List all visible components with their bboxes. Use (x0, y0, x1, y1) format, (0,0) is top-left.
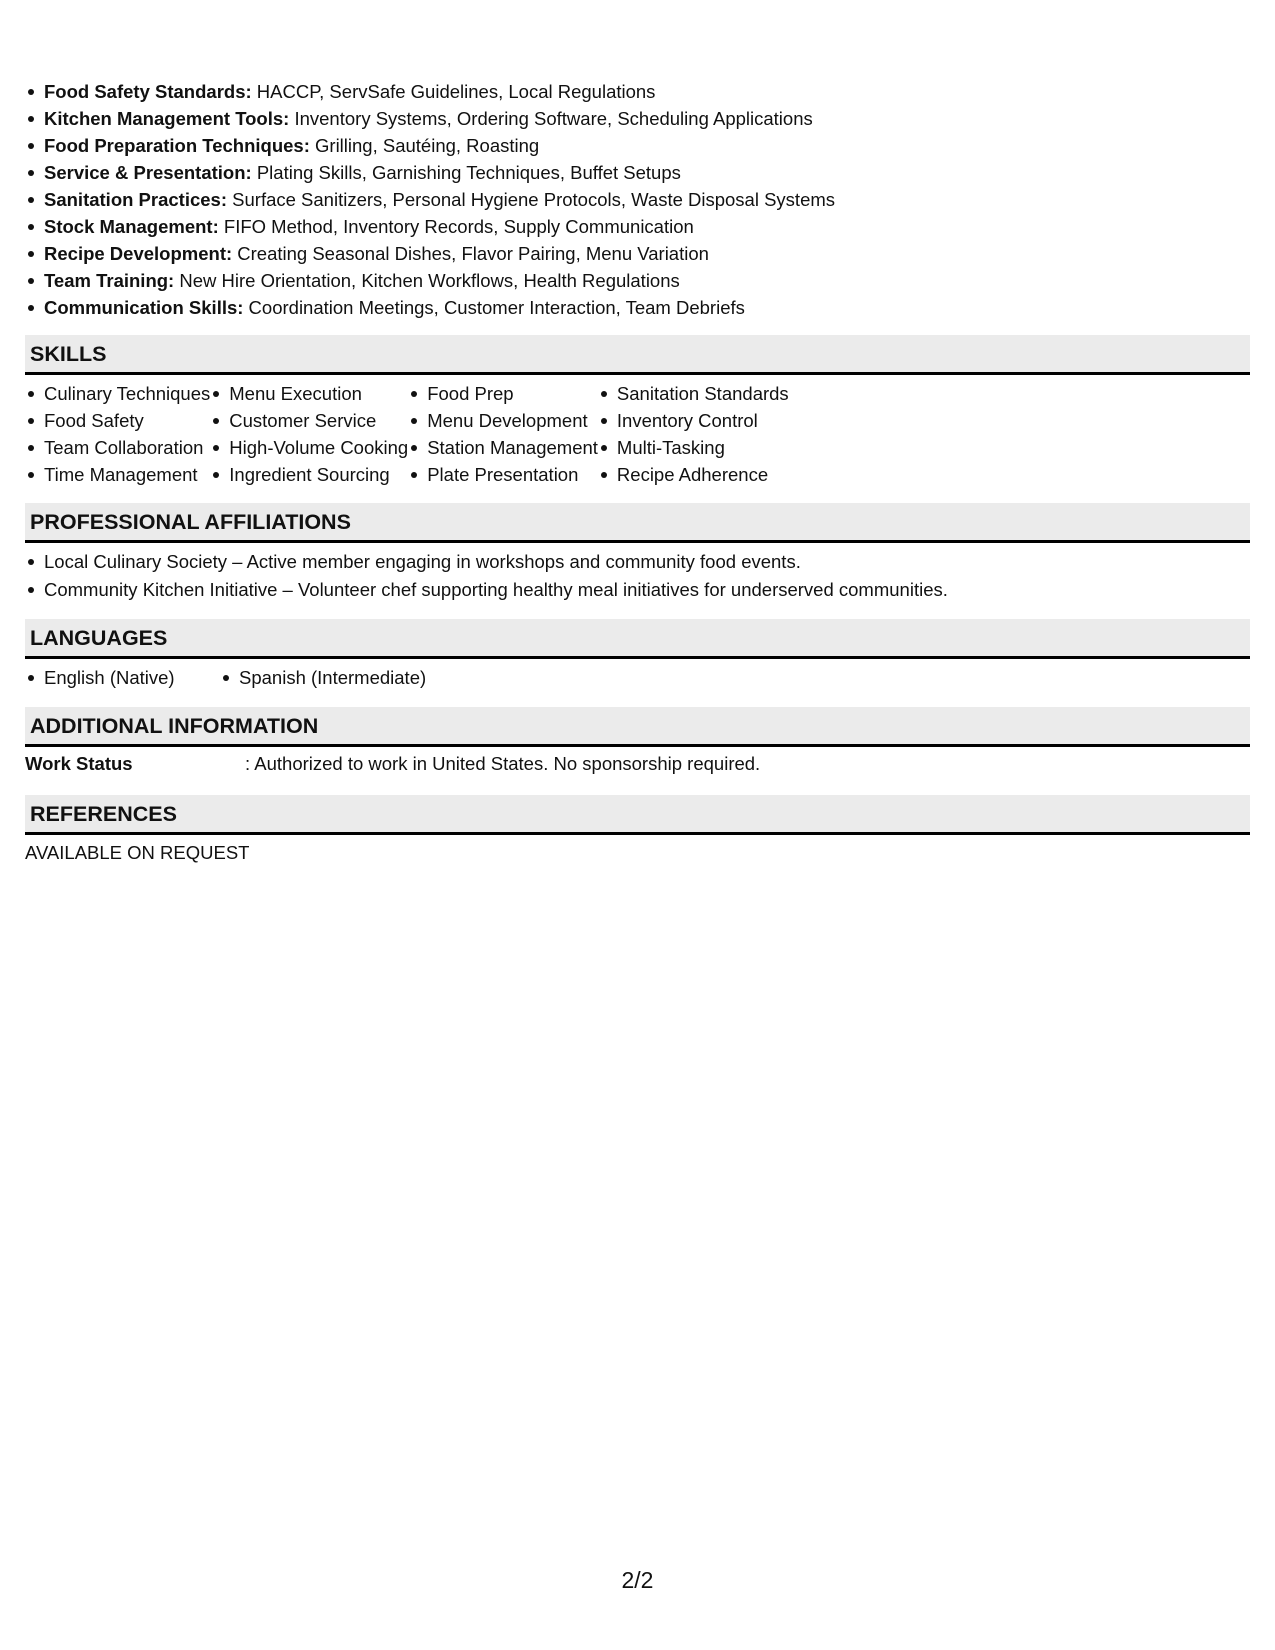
skill-item: Inventory Control (598, 407, 789, 434)
section-heading-affiliations: PROFESSIONAL AFFILIATIONS (25, 503, 1250, 543)
item-label: Team Training: (44, 270, 175, 291)
affiliation-item: Local Culinary Society – Active member engaging in workshops and community food events. (25, 548, 1250, 576)
skill-item: Plate Presentation (408, 461, 598, 488)
item-label: Service & Presentation: (44, 162, 252, 183)
skill-item: High-Volume Cooking (210, 434, 408, 461)
item-text: Surface Sanitizers, Personal Hygiene Protocols, Waste Disposal Systems (227, 189, 836, 210)
list-item (25, 240, 1250, 267)
skill-item: Sanitation Standards (598, 380, 789, 407)
item-text: FIFO Method, Inventory Records, Supply Communication (218, 216, 694, 237)
work-status-row (25, 747, 1250, 780)
skills-column (25, 380, 210, 488)
item-label: Kitchen Management Tools: (44, 108, 290, 129)
item-label: Communication Skills: (44, 297, 244, 318)
list-item (25, 267, 1250, 294)
work-status-value: : Authorized to work in United States. No sponsorship required. (245, 753, 761, 774)
section-heading-additional-information: ADDITIONAL INFORMATION (25, 707, 1250, 747)
list-item (25, 78, 1250, 105)
item-label: Recipe Development: (44, 243, 233, 264)
list-item (25, 213, 1250, 240)
skill-item: Recipe Adherence (598, 461, 789, 488)
skill-item: Menu Execution (210, 380, 408, 407)
item-label: Food Safety Standards: (44, 81, 252, 102)
affiliation-item: Community Kitchen Initiative – Volunteer chef supporting healthy meal initiatives for underserved communities. (25, 576, 1250, 604)
section-heading-references: REFERENCES (25, 795, 1250, 835)
skills-column (210, 380, 408, 488)
skill-item: Station Management (408, 434, 598, 461)
skill-item: Culinary Techniques (25, 380, 210, 407)
item-label: Sanitation Practices: (44, 189, 228, 210)
list-item (25, 132, 1250, 159)
languages-list (25, 659, 1250, 692)
item-text: New Hire Orientation, Kitchen Workflows, Health Regulations (174, 270, 680, 291)
skills-column (408, 380, 598, 488)
affiliations-list (25, 543, 1250, 604)
tools-list (25, 78, 1250, 321)
skill-item: Team Collaboration (25, 434, 210, 461)
item-label: Stock Management: (44, 216, 219, 237)
work-status-label: Work Status (25, 753, 133, 774)
list-item (25, 294, 1250, 321)
skill-item: Time Management (25, 461, 210, 488)
item-text: Grilling, Sautéing, Roasting (309, 135, 540, 156)
skill-item: Ingredient Sourcing (210, 461, 408, 488)
item-text: Coordination Meetings, Customer Interaction, Team Debriefs (243, 297, 745, 318)
item-text: Inventory Systems, Ordering Software, Scheduling Applications (289, 108, 813, 129)
references-text: AVAILABLE ON REQUEST (25, 842, 250, 863)
list-item (25, 186, 1250, 213)
section-heading-languages: LANGUAGES (25, 619, 1250, 659)
skill-item: Food Safety (25, 407, 210, 434)
skill-item: Multi-Tasking (598, 434, 789, 461)
item-label: Food Preparation Techniques: (44, 135, 310, 156)
item-text: Plating Skills, Garnishing Techniques, Buffet Setups (251, 162, 681, 183)
list-item (25, 159, 1250, 186)
item-text: HACCP, ServSafe Guidelines, Local Regulations (251, 81, 656, 102)
item-text: Creating Seasonal Dishes, Flavor Pairing, Menu Variation (232, 243, 709, 264)
section-heading-skills: SKILLS (25, 335, 1250, 375)
language-item: English (Native) (25, 664, 220, 692)
skill-item: Food Prep (408, 380, 598, 407)
skill-item: Menu Development (408, 407, 598, 434)
resume-page (25, 78, 1250, 870)
language-item: Spanish (Intermediate) (220, 664, 426, 692)
skills-column (598, 380, 789, 488)
page-number: 2/2 (621, 1567, 654, 1593)
skill-item: Customer Service (210, 407, 408, 434)
list-item (25, 105, 1250, 132)
skills-grid (25, 375, 1250, 488)
